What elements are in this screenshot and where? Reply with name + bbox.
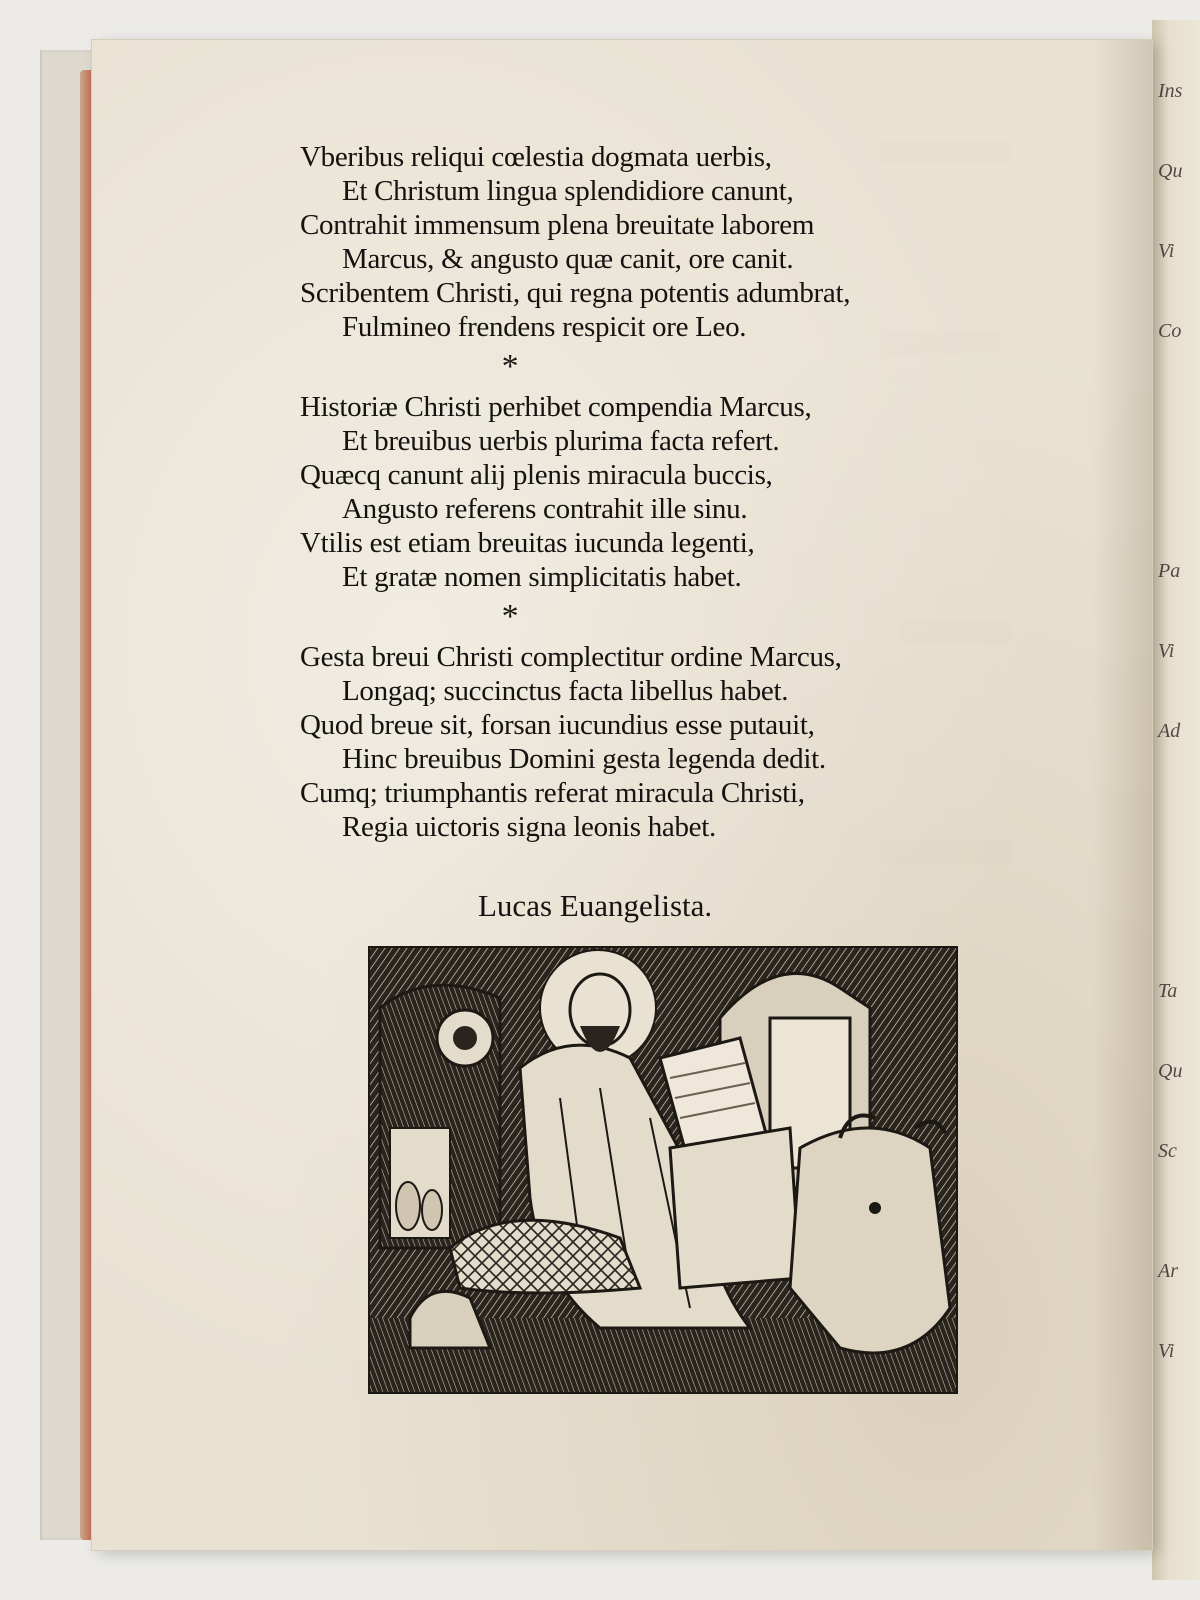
verse-line: Fulmineo frendens respicit ore Leo. xyxy=(342,311,747,343)
verse-line: Historiæ Christi perhibet compendia Marcus, xyxy=(300,391,812,423)
verse-line: Longaq; succinctus facta libellus habet. xyxy=(342,675,789,707)
stanza-1 xyxy=(300,140,1060,344)
asterisk-divider: * xyxy=(501,598,519,635)
woodcut-illustration xyxy=(370,948,956,1392)
facing-page-fragment: Ins Qu Vi Co Pa Vi Ad Ta Qu Sc Ar Vi xyxy=(1152,20,1200,1580)
verse-line: Et breuibus uerbis plurima facta refert. xyxy=(342,425,780,457)
stanza-3 xyxy=(300,640,1060,844)
verse-line: Gesta breui Christi complectitur ordine Marcus, xyxy=(300,641,842,673)
stanza-2 xyxy=(300,390,1060,594)
gutter-shadow xyxy=(1092,40,1152,1550)
verse-line: Hinc breuibus Domini gesta legenda dedit. xyxy=(342,743,826,775)
verse-line: Scribentem Christi, qui regna potentis adumbrat, xyxy=(300,277,851,309)
verse-line: Quod breue sit, forsan iucundius esse putauit, xyxy=(300,709,815,741)
verse-line: Et Christum lingua splendidiore canunt, xyxy=(342,175,794,207)
verse-line: Contrahit immensum plena breuitate laborem xyxy=(300,209,815,241)
asterisk-divider: * xyxy=(501,348,519,385)
evangelist-woodcut-image xyxy=(370,948,956,1392)
verse-line: Et gratæ nomen simplicitatis habet. xyxy=(342,561,742,593)
verse-line: Cumq; triumphantis referat miracula Christi, xyxy=(300,777,805,809)
verse-line: Regia uictoris signa leonis habet. xyxy=(342,811,716,843)
verse-line: Angusto referens contrahit ille sinu. xyxy=(342,493,748,525)
caption-lucas-euangelista: Lucas Euangelista. xyxy=(478,888,713,923)
verse-line: Marcus, & angusto quæ canit, ore canit. xyxy=(342,243,794,275)
verse-line: Vberibus reliqui cœlestia dogmata uerbis, xyxy=(300,141,772,173)
verse-line: Vtilis est etiam breuitas iucunda legenti, xyxy=(300,527,755,559)
poem-text xyxy=(300,140,1060,844)
verse-line: Quæcq canunt alij plenis miracula buccis, xyxy=(300,459,773,491)
